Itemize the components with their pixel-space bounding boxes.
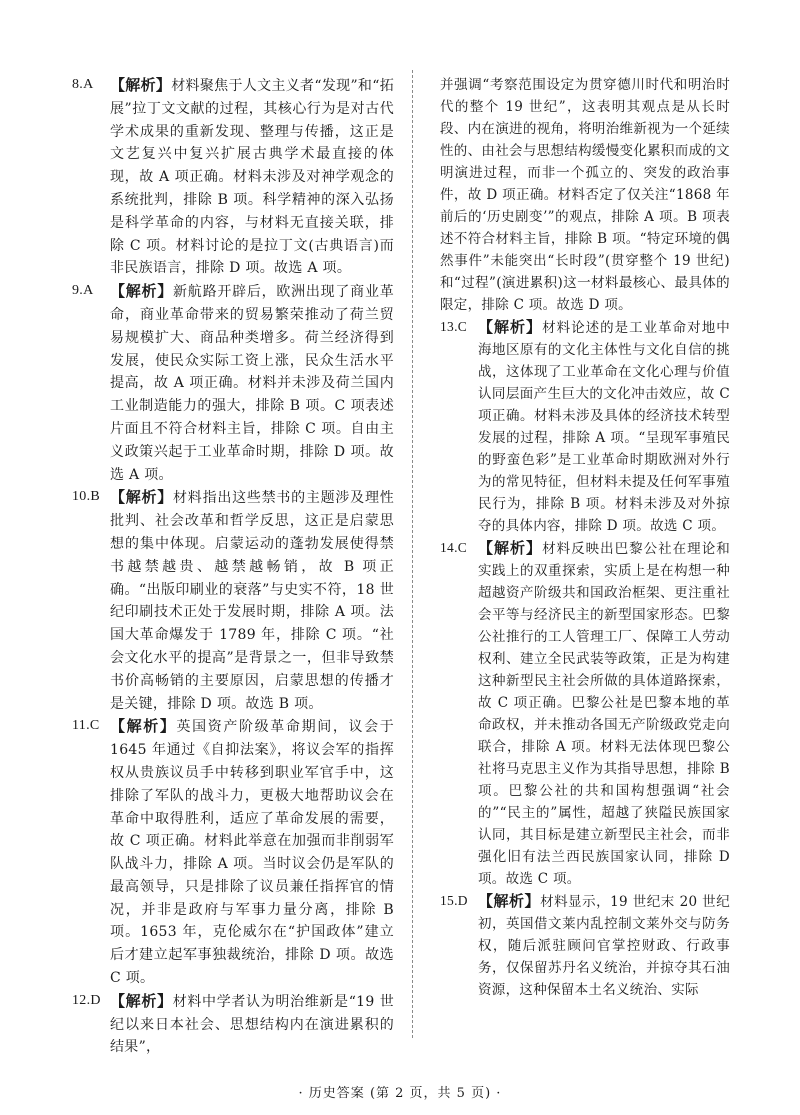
column-divider [412,70,413,1038]
analysis-tag: 【解析】 [478,318,543,336]
answer-text: 材料指出这些禁书的主题涉及理性批判、社会改革和哲学反思，这正是启蒙思想的集中体现。启蒙运动的蓬勃发展使得禁书越禁越贵、越禁越畅销，故 B 项正确。“出版印刷业的衰落”与史实不符，18 世纪印刷技术正处于发展时期，排除 A 项。法国大革命爆发于 1789 年，排除 C 项。“社会文化水平的提高”是背景之一，但非导致禁书价高畅销的主要原因，启蒙思想的传播才是关键，排除 D 项。故选 B 项。 [110,490,394,712]
answer-text: 英国资产阶级革命期间，议会于 1645 年通过《自抑法案》，将议会军的指挥权从贵族议员手中转移到职业军官手中，这排除了军队的战斗力，更极大地帮助议会在革命中取得胜利，适应了革命发展的需要，故 C 项正确。材料此举意在加强而非削弱军队战斗力，排除 A 项。当时议会仍是军队的最高领导，只是排除了议员兼任指挥官的情况，并非是政府与军事力量分离，排除 B 项。1653 年，克伦威尔在“护国政体”建立后才建立起军事独裁统治，排除 D 项。故选 C 项。 [110,719,395,987]
analysis-tag: 【解析】 [478,892,541,910]
answer-item-8 [72,74,394,280]
answer-text: 材料论述的是工业革命对地中海地区原有的文化主体性与文化自信的挑战，这体现了工业革命在文化心理与价值认同层面产生巨大的文化冲击效应，故 C 项正确。材料未涉及具体的经济技术转型发展的过程，排除 A 项。“呈现军事殖民的野蛮色彩”是工业革命时期欧洲对外行为的常见特征，但材料未提及任何军事殖民行为，排除 B 项。材料未涉及对外掠夺的具体内容，排除 D 项。故选 C 项。 [478,320,731,534]
right-column [440,74,730,1001]
answer-number: 11.C [72,718,100,734]
left-column [72,74,394,1059]
answer-item-12 [72,990,394,1059]
answer-item-14 [440,537,730,890]
answer-number: 9.A [72,283,94,299]
analysis-tag: 【解析】 [110,76,172,94]
answer-item-11 [72,715,394,990]
answer-item-9 [72,280,394,486]
answer-item-15 [440,890,730,1001]
answer-number: 10.B [72,489,101,505]
answer-number: 13.C [440,319,468,334]
answer-text: 材料反映出巴黎公社在理论和实践上的双重探索，实质上是在构想一种超越资产阶级共和国政治框架、更注重社会平等与经济民主的新型国家形态。巴黎公社推行的工人管理工厂、保障工人劳动权利、建立全民武装等政策，正是为构建这种新型民主社会所做的具体道路探索，故 C 项正确。巴黎公社是巴黎本地的革命政权，并未推动各国无产阶级政党走向联合，排除 A 项。材料无法体现巴黎公社将马克思主义作为其指导思想，排除 B 项。巴黎公社的共和国构想强调“社会的”“民主的”属性，超越了狭隘民族国家认同，其目标是建立新型民主社会，而非强化旧有法兰西民族国家认同，排除 D 项。故选 C 项。 [478,541,731,887]
answer-item-13 [440,316,730,537]
answer-number: 8.A [72,77,94,92]
analysis-tag: 【解析】 [110,991,173,1010]
answer-number: 12.D [72,992,101,1008]
answer-number: 14.C [440,540,468,555]
answer-text: 材料显示，19 世纪末 20 世纪初，英国借文莱内乱控制文莱外交与防务权，随后派驻顾问官掌控财政、行政事务，仅保留苏丹名义统治，并掠夺其石油资源，这种保留本土名义统治、实际 [478,894,730,998]
answer-text: 材料聚焦于人文主义者“发现”和“拓展”拉丁文文献的过程，其核心行为是对古代学术成果的重新发现、整理与传播，这正是文艺复兴中复兴扩展古典学术最直接的体现，故 A 项正确。材料未涉及对神学观念的系统批判，排除 B 项。科学精神的深入弘扬是科学革命的内容，与材料无直接关联，排除 C 项。材料讨论的是拉丁文(古典语言)而非民族语言，排除 D 项。故选 A 项。 [110,78,394,277]
analysis-tag: 【解析】 [110,488,174,507]
analysis-tag: 【解析】 [478,539,543,557]
answer-12-continued: 并强调“考察范围设定为贯穿德川时代和明治时代的整个 19 世纪”，这表明其观点是从长时段、内在演进的视角，将明治维新视为一个延续性的、由社会与思想结构缓慢变化累积而成的文明演进过程，而非一个孤立的、突发的政治事件，故 D 项正确。材料否定了仅关注“1868 年前后的‘历史剧变’”的观点，排除 A 项。B 项表述不符合材料主旨，排除 B 项。“特定环境的偶然事件”未能突出“长时段”(贯穿整个 19 世纪)和“过程”(演进累积)这一材料最核心、最具体的限定，排除 C 项。故选 D 项。 [440,77,730,313]
answer-text: 新航路开辟后，欧洲出现了商业革命，商业革命带来的贸易繁荣推动了荷兰贸易规模扩大、商品种类增多。荷兰经济得到发展，使民众实际工资上涨，民众生活水平提高，故 A 项正确。材料并未涉及荷兰国内工业制造能力的强大，排除 B 项。C 项表述片面且不符合材料主旨，排除 C 项。自由主义政策兴起于工业革命时期，排除 D 项。故选 A 项。 [110,284,394,483]
analysis-tag: 【解析】 [110,282,174,301]
analysis-tag: 【解析】 [110,717,177,736]
answer-text: 材料中学者认为明治维新是“19 世纪以来日本社会、思想结构内在演进累积的结果”， [110,993,394,1056]
answer-item-10 [72,486,394,715]
answer-number: 15.D [440,893,468,908]
page-footer: · 历史答案 (第 2 页，共 5 页) · [298,1086,502,1101]
